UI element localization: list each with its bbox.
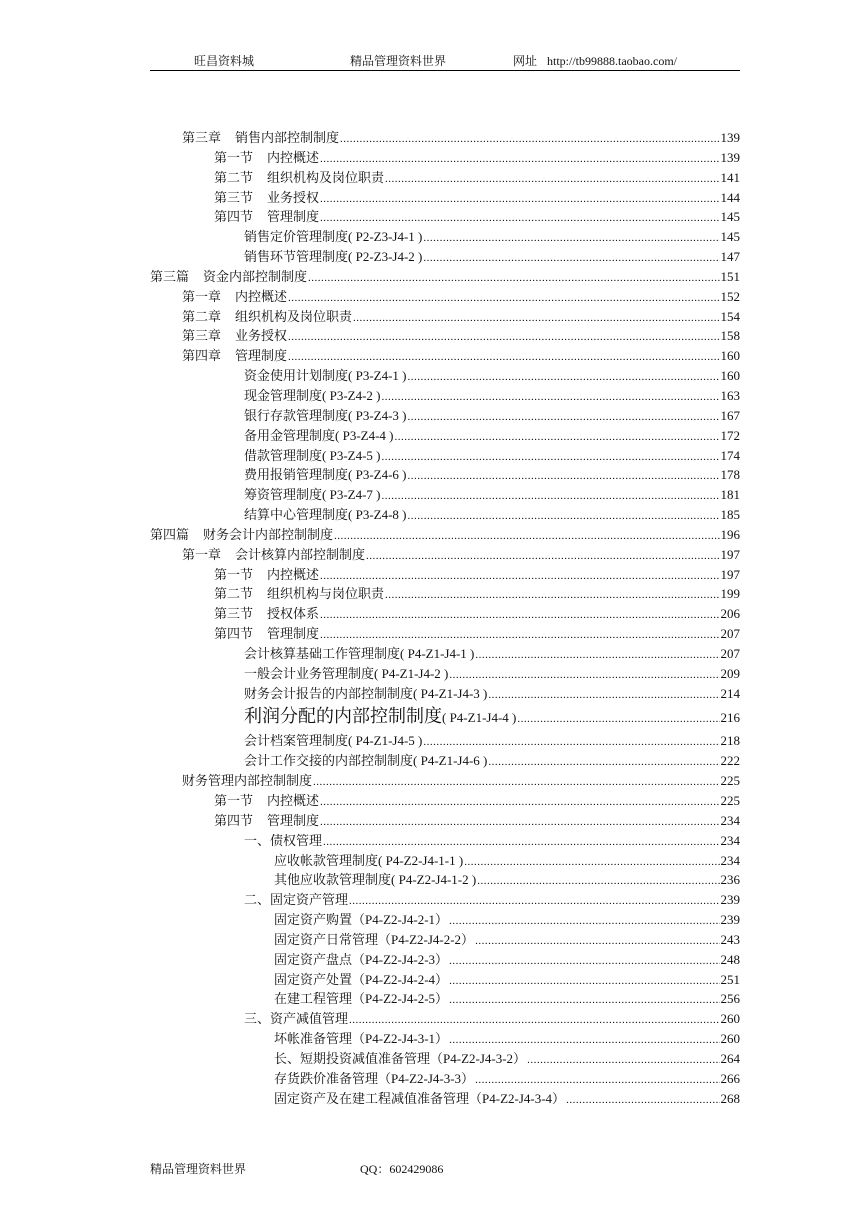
toc-entry[interactable]	[150, 267, 740, 287]
toc-entry-title: 资金内部控制制度	[203, 269, 308, 285]
toc-entry-heading	[214, 149, 319, 169]
toc-dot-leader	[408, 408, 720, 428]
toc-page-number: 209	[720, 665, 740, 681]
toc-entry-code: ( P4-Z1-J4-2 )	[374, 665, 449, 681]
toc-entry[interactable]	[150, 584, 740, 604]
toc-entry-heading	[244, 406, 407, 427]
toc-entry-number: 第三章	[182, 131, 222, 146]
toc-entry[interactable]	[150, 831, 740, 851]
toc-entry-number: 第四节	[214, 627, 254, 643]
toc-entry-heading	[214, 208, 319, 228]
toc-entry-code: （P4-Z2-J4-2-2）	[378, 931, 475, 947]
toc-entry[interactable]	[150, 128, 740, 148]
toc-dot-leader	[449, 952, 719, 972]
toc-entry-code: （P4-Z2-J4-2-3）	[352, 951, 449, 967]
toc-entry[interactable]	[150, 930, 740, 950]
toc-entry-heading	[244, 644, 474, 665]
toc-entry-title: 财务管理内部控制制度	[182, 774, 313, 790]
toc-page-number: 141	[720, 169, 740, 185]
toc-dot-leader	[395, 428, 720, 448]
toc-entry-title: 银行存款管理制度	[244, 408, 349, 424]
toc-entry-number: 第三节	[214, 190, 254, 206]
toc-entry-title: 会计档案管理制度	[244, 734, 349, 750]
toc-entry-code: （P4-Z2-J4-2-1）	[352, 912, 449, 928]
toc-dot-leader	[449, 912, 719, 932]
toc-page-number: 216	[720, 710, 740, 726]
toc-entry-number: 第四节	[214, 210, 254, 226]
toc-entry[interactable]	[150, 910, 740, 930]
toc-entry-title: 结算中心管理制度	[244, 508, 349, 524]
toc-entry[interactable]	[150, 307, 740, 327]
toc-page-number: 207	[720, 645, 740, 661]
toc-entry[interactable]	[150, 664, 740, 684]
toc-entry-heading	[214, 605, 319, 625]
toc-dot-leader	[408, 507, 720, 527]
toc-page-number: 181	[720, 487, 740, 503]
toc-page-number: 158	[720, 328, 740, 344]
toc-entry-heading	[274, 910, 448, 931]
toc-entry-title: 在建工程管理	[274, 992, 353, 1008]
toc-entry-heading	[182, 546, 365, 566]
header-url-link[interactable]: http://tb99888.taobao.com/	[547, 54, 677, 68]
toc-entry-code: ( P3-Z4-4 )	[335, 427, 394, 443]
toc-dot-leader	[517, 705, 719, 733]
header-site-name: 旺昌资料城	[194, 54, 255, 68]
toc-entry-number: 第一章	[182, 289, 222, 305]
toc-dot-leader	[320, 606, 719, 626]
toc-page-number: 256	[720, 991, 740, 1007]
toc-page-number: 172	[720, 427, 740, 443]
toc-entry-title: 财务会计报告的内部控制制度	[244, 686, 414, 702]
toc-dot-leader	[320, 793, 719, 813]
toc-entry-number: 第四篇	[150, 527, 190, 543]
toc-entry-heading	[150, 526, 333, 546]
toc-entry-code: （P4-Z2-J4-3-3）	[378, 1070, 475, 1086]
toc-entry[interactable]	[150, 346, 740, 366]
toc-page-number: 239	[720, 892, 740, 908]
toc-page-number: 197	[720, 546, 740, 562]
toc-entry-title: 费用报销管理制度	[244, 468, 349, 484]
toc-page-number: 196	[720, 526, 740, 542]
toc-entry-code: ( P3-Z4-1 )	[348, 368, 407, 384]
toc-entry[interactable]	[150, 386, 740, 406]
toc-entry[interactable]	[150, 1049, 740, 1069]
toc-dot-leader	[320, 150, 719, 170]
toc-page-number: 260	[720, 1011, 740, 1027]
toc-entry[interactable]	[150, 684, 740, 704]
toc-entry-heading	[244, 247, 422, 268]
toc-entry-heading	[244, 386, 381, 407]
toc-page-number: 167	[720, 407, 740, 423]
toc-entry-heading	[274, 970, 448, 991]
toc-dot-leader	[366, 547, 719, 567]
toc-dot-leader	[475, 932, 719, 952]
toc-page-number: 251	[720, 971, 740, 987]
toc-dot-leader	[308, 269, 719, 289]
toc-page-number: 151	[720, 268, 740, 284]
toc-entry-title: 管理制度	[267, 210, 320, 226]
toc-entry-heading	[244, 505, 407, 526]
toc-entry[interactable]	[150, 950, 740, 970]
toc-entry-heading	[274, 1069, 474, 1090]
toc-entry-heading	[214, 566, 319, 586]
toc-entry[interactable]	[150, 446, 740, 466]
toc-entry-title: 组织机构及岗位职责	[235, 309, 353, 325]
toc-page-number: 236	[720, 872, 740, 888]
toc-entry-heading	[274, 1089, 565, 1110]
toc-dot-leader	[408, 368, 720, 388]
toc-page-number: 266	[720, 1070, 740, 1086]
toc-entry-title: 备用金管理制度	[244, 428, 336, 444]
toc-entry-title: 现金管理制度	[244, 388, 323, 404]
toc-entry-heading	[150, 268, 307, 288]
toc-page-number: 248	[720, 951, 740, 967]
header-url-block	[513, 52, 677, 69]
toc-entry-title: 内控概述	[235, 289, 288, 305]
toc-dot-leader	[382, 388, 720, 408]
toc-dot-leader	[385, 170, 719, 190]
toc-entry[interactable]	[150, 644, 740, 664]
toc-entry-title: 管理制度	[235, 349, 288, 365]
toc-entry[interactable]	[150, 168, 740, 188]
page-header	[150, 50, 740, 71]
toc-entry-heading	[182, 129, 339, 149]
toc-entry-number: 第一节	[214, 567, 254, 583]
toc-entry[interactable]	[150, 505, 740, 525]
toc-entry-heading	[244, 703, 516, 732]
toc-dot-leader	[464, 853, 719, 873]
toc-entry-heading	[274, 1029, 448, 1050]
toc-dot-leader	[475, 646, 719, 666]
toc-entry-code: （P4-Z2-J4-2-5）	[352, 991, 449, 1007]
toc-entry-code: ( P3-Z4-3 )	[348, 407, 407, 423]
toc-entry-code: ( P3-Z4-8 )	[348, 507, 407, 523]
header-url-label: 网址	[513, 54, 538, 68]
toc-dot-leader	[488, 686, 719, 706]
toc-entry-title: 固定资产处置	[274, 972, 353, 988]
toc-entry[interactable]	[150, 247, 740, 267]
toc-page-number: 268	[720, 1090, 740, 1106]
toc-entry-heading	[244, 731, 422, 752]
toc-entry-title: 二、固定资产管理	[244, 893, 349, 909]
toc-dot-leader	[449, 991, 719, 1011]
toc-page-number: 214	[720, 685, 740, 701]
toc-entry[interactable]	[150, 1089, 740, 1109]
toc-entry-title: 授权体系	[267, 607, 320, 623]
toc-dot-leader	[385, 586, 719, 606]
toc-entry-heading	[244, 465, 407, 486]
toc-entry-title: 固定资产盘点	[274, 952, 353, 968]
toc-dot-leader	[382, 448, 720, 468]
toc-entry-heading	[274, 1049, 526, 1070]
toc-entry-heading	[244, 366, 407, 387]
toc-entry-heading	[214, 812, 319, 832]
toc-entry-heading	[244, 832, 322, 852]
toc-entry-title: 坏帐准备管理	[274, 1032, 353, 1048]
toc-page-number: 163	[720, 387, 740, 403]
toc-entry[interactable]	[150, 287, 740, 307]
toc-dot-leader	[313, 773, 719, 793]
toc-entry-number: 第二章	[182, 309, 222, 325]
toc-dot-leader	[449, 972, 719, 992]
footer-site-name: 精品管理资料世界	[150, 1162, 247, 1176]
toc-entry[interactable]	[150, 989, 740, 1009]
toc-page-number: 160	[720, 348, 740, 364]
toc-page-number: 147	[720, 249, 740, 265]
toc-entry[interactable]	[150, 604, 740, 624]
toc-dot-leader	[423, 229, 719, 249]
toc-entry-number: 第一节	[214, 794, 254, 809]
toc-entry-heading	[182, 347, 287, 367]
toc-entry-code: （P4-Z2-J4-3-2）	[430, 1050, 527, 1066]
toc-entry-number: 第三节	[214, 607, 254, 623]
toc-entry[interactable]	[150, 426, 740, 446]
toc-entry[interactable]	[150, 870, 740, 890]
toc-entry-title: 长、短期投资减值准备管理	[274, 1051, 431, 1067]
toc-entry[interactable]	[150, 366, 740, 386]
toc-entry-title: 借款管理制度	[244, 448, 323, 464]
toc-entry-number: 第一节	[214, 150, 254, 166]
toc-entry-code: ( P4-Z1-J4-3 )	[413, 685, 488, 701]
toc-entry[interactable]	[150, 731, 740, 751]
toc-entry-code: ( P3-Z4-7 )	[322, 487, 381, 503]
toc-entry-title: 利润分配的内部控制制度	[244, 706, 442, 728]
toc-dot-leader	[334, 527, 719, 547]
toc-entry-heading	[244, 446, 381, 467]
toc-entry-heading	[274, 950, 448, 971]
toc-entry[interactable]	[150, 791, 740, 811]
toc-entry-number: 第四节	[214, 813, 254, 829]
toc-dot-leader	[423, 249, 719, 269]
toc-page-number: 174	[720, 447, 740, 463]
toc-entry-title: 组织机构及岗位职责	[267, 170, 385, 186]
toc-entry-code: ( P2-Z3-J4-1 )	[348, 229, 423, 245]
toc-entry-title: 其他应收款管理制度	[274, 873, 392, 889]
toc-dot-leader	[382, 487, 720, 507]
toc-page-number: 160	[720, 368, 740, 384]
toc-entry[interactable]	[150, 970, 740, 990]
toc-dot-leader	[353, 309, 719, 329]
toc-entry[interactable]	[150, 703, 740, 731]
toc-entry[interactable]	[150, 188, 740, 208]
toc-entry-title: 会计核算内部控制制度	[235, 547, 366, 563]
toc-page-number: 178	[720, 467, 740, 483]
toc-entry-title: 管理制度	[267, 627, 320, 643]
toc-entry[interactable]	[150, 465, 740, 485]
toc-entry-code: ( P2-Z3-J4-2 )	[348, 249, 423, 265]
toc-entry-code: ( P3-Z4-5 )	[322, 447, 381, 463]
toc-entry-heading	[274, 851, 463, 872]
page-footer	[150, 1160, 444, 1177]
toc-entry-heading	[244, 751, 487, 772]
toc-entry-title: 固定资产及在建工程减值准备管理	[274, 1091, 470, 1107]
toc-dot-leader	[288, 289, 719, 309]
toc-entry-code: ( P4-Z1-J4-4 )	[442, 710, 517, 726]
toc-page-number: 139	[720, 149, 740, 165]
footer-qq: QQ：602429086	[360, 1162, 444, 1176]
toc-entry[interactable]	[150, 624, 740, 644]
toc-page-number: 145	[720, 229, 740, 245]
toc-entry[interactable]	[150, 485, 740, 505]
toc-entry[interactable]	[150, 851, 740, 871]
toc-entry-number: 第一章	[182, 547, 222, 563]
toc-dot-leader	[527, 1051, 719, 1071]
toc-dot-leader	[408, 467, 720, 487]
toc-page-number: 222	[720, 753, 740, 769]
table-of-contents	[150, 128, 740, 1109]
toc-entry-number: 第二节	[214, 170, 254, 186]
toc-page-number: 199	[720, 586, 740, 602]
toc-page-number: 206	[720, 606, 740, 622]
toc-entry-title: 业务授权	[235, 329, 288, 345]
toc-page-number: 218	[720, 733, 740, 749]
toc-entry-title: 组织机构与岗位职责	[267, 587, 385, 603]
toc-entry[interactable]	[150, 890, 740, 910]
toc-entry-heading	[244, 227, 422, 248]
toc-dot-leader	[340, 130, 719, 150]
toc-page-number: 207	[720, 626, 740, 642]
toc-dot-leader	[320, 190, 719, 210]
toc-entry-title: 一、债权管理	[244, 833, 323, 849]
toc-entry-title: 固定资产购置	[274, 913, 353, 929]
toc-entry-code: ( P4-Z1-J4-5 )	[348, 733, 423, 749]
toc-entry-title: 内控概述	[267, 150, 320, 166]
toc-dot-leader	[488, 753, 719, 773]
toc-entry[interactable]	[150, 811, 740, 831]
toc-entry-number: 第二节	[214, 587, 254, 603]
toc-page-number: 152	[720, 288, 740, 304]
toc-entry[interactable]	[150, 771, 740, 791]
toc-entry[interactable]	[150, 525, 740, 545]
toc-entry[interactable]	[150, 1029, 740, 1049]
toc-dot-leader	[477, 872, 719, 892]
toc-page-number: 260	[720, 1031, 740, 1047]
toc-entry-code: ( P3-Z4-2 )	[322, 387, 381, 403]
toc-page-number: 243	[720, 931, 740, 947]
toc-entry-title: 财务会计内部控制制度	[203, 527, 334, 543]
toc-entry-code: ( P4-Z2-J4-1-2 )	[391, 872, 477, 888]
toc-dot-leader	[320, 813, 719, 833]
toc-entry[interactable]	[150, 326, 740, 346]
toc-entry-title: 内控概述	[267, 794, 320, 809]
toc-entry[interactable]	[150, 565, 740, 585]
toc-entry-heading	[244, 426, 394, 447]
toc-entry-heading	[182, 308, 352, 328]
toc-entry[interactable]	[150, 406, 740, 426]
toc-entry-title: 会计核算基础工作管理制度	[244, 646, 401, 662]
toc-page-number: 234	[720, 812, 740, 828]
toc-entry-title: 会计工作交接的内部控制制度	[244, 754, 414, 770]
toc-page-number: 225	[720, 773, 740, 789]
toc-entry-heading	[214, 169, 384, 189]
toc-page-number: 185	[720, 507, 740, 523]
toc-entry-title: 应收帐款管理制度	[274, 853, 379, 869]
toc-entry-heading	[214, 792, 319, 812]
toc-page-number: 154	[720, 308, 740, 324]
toc-page-number: 239	[720, 912, 740, 928]
toc-entry-number: 第三篇	[150, 269, 190, 285]
toc-entry-heading	[182, 327, 287, 347]
toc-page-number: 234	[720, 832, 740, 848]
toc-page-number: 139	[720, 130, 740, 145]
header-tagline: 精品管理资料世界	[350, 54, 447, 68]
toc-entry-heading	[274, 930, 474, 951]
toc-page-number: 144	[720, 189, 740, 205]
toc-dot-leader	[288, 328, 719, 348]
toc-entry-code: ( P3-Z4-6 )	[348, 467, 407, 483]
toc-entry-heading	[274, 989, 448, 1010]
toc-entry-code: ( P4-Z1-J4-1 )	[400, 645, 475, 661]
toc-entry-code: ( P4-Z1-J4-6 )	[413, 753, 488, 769]
toc-entry[interactable]	[150, 207, 740, 227]
toc-page-number: 145	[720, 209, 740, 225]
toc-entry-heading	[244, 664, 448, 685]
toc-entry-title: 资金使用计划制度	[244, 369, 349, 385]
toc-entry-code: （P4-Z2-J4-3-1）	[352, 1031, 449, 1047]
toc-entry-heading	[214, 189, 319, 209]
toc-entry[interactable]	[150, 1009, 740, 1029]
toc-entry-number: 第四章	[182, 349, 222, 365]
toc-entry-code: （P4-Z2-J4-3-4）	[469, 1090, 566, 1106]
toc-entry-title: 销售环节管理制度	[244, 250, 349, 266]
toc-entry-number: 第三章	[182, 329, 222, 345]
toc-dot-leader	[320, 567, 719, 587]
toc-entry-heading	[244, 891, 348, 911]
toc-page-number: 225	[720, 793, 740, 808]
toc-entry-heading	[214, 585, 384, 605]
toc-entry-heading	[182, 288, 287, 308]
toc-page-number: 264	[720, 1050, 740, 1066]
toc-dot-leader	[566, 1091, 719, 1111]
toc-page-number: 234	[720, 852, 740, 868]
toc-entry[interactable]	[150, 751, 740, 771]
toc-page-number: 197	[720, 566, 740, 582]
toc-entry[interactable]	[150, 148, 740, 168]
toc-entry-title: 业务授权	[267, 190, 320, 206]
toc-dot-leader	[449, 666, 719, 686]
toc-entry[interactable]	[150, 227, 740, 247]
toc-entry-title: 销售定价管理制度	[244, 230, 349, 246]
toc-entry-heading	[274, 870, 476, 891]
toc-entry[interactable]	[150, 1069, 740, 1089]
toc-entry-title: 固定资产日常管理	[274, 932, 379, 948]
toc-entry-heading	[244, 1010, 348, 1030]
toc-entry-code: ( P4-Z2-J4-1-1 )	[378, 852, 464, 868]
toc-entry-heading	[244, 684, 487, 705]
toc-entry[interactable]	[150, 545, 740, 565]
toc-entry-heading	[182, 772, 312, 792]
toc-entry-title: 销售内部控制制度	[235, 131, 340, 146]
toc-entry-title: 内控概述	[267, 567, 320, 583]
toc-entry-title: 三、资产减值管理	[244, 1012, 349, 1028]
toc-entry-heading	[244, 485, 381, 506]
toc-entry-heading	[214, 625, 319, 645]
toc-entry-code: （P4-Z2-J4-2-4）	[352, 971, 449, 987]
toc-entry-title: 筹资管理制度	[244, 488, 323, 504]
toc-entry-title: 一般会计业务管理制度	[244, 666, 375, 682]
toc-entry-title: 存货跌价准备管理	[274, 1071, 379, 1087]
toc-entry-title: 管理制度	[267, 813, 320, 829]
